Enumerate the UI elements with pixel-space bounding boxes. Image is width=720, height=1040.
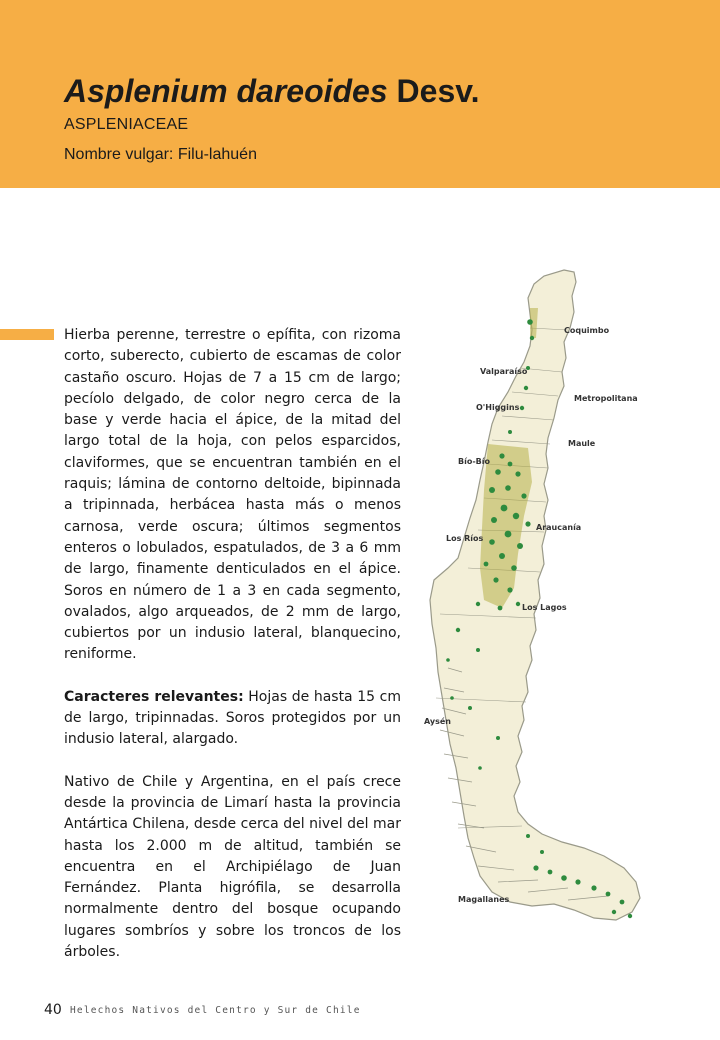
relevant-characters-paragraph: [64, 687, 401, 751]
label-metropolitana: Metropolitana: [574, 394, 638, 403]
header-band: [0, 0, 720, 188]
description-column: [64, 325, 401, 963]
label-ohiggins: O'Higgins: [476, 403, 520, 412]
common-name: Nombre vulgar: Filu-lahuén: [64, 146, 257, 163]
scientific-name: Asplenium dareoides: [64, 73, 388, 109]
label-loslagos: Los Lagos: [522, 603, 567, 612]
chile-outline: [430, 270, 640, 920]
distribution-paragraph: Nativo de Chile y Argentina, en el país crece desde la provincia de Limarí hasta la provincia Antártica Chilena, desde cerca del nivel del mar hasta los 2.000 m de altitud, también se encuentra en el Archipiélago de Juan Fernández. Planta higrófila, se desarrolla normalmente dentro del bosque ocupando lugares sombríos y sobre los troncos de los árboles.: [64, 773, 401, 961]
distribution-map: [418, 268, 658, 938]
label-maule: Maule: [568, 439, 596, 448]
map-land: [430, 270, 640, 920]
family-name: ASPLENIACEAE: [64, 116, 189, 133]
label-aysen: Aysén: [424, 717, 452, 726]
relevant-characters-text: Hojas de hasta 15 cm de largo, tripinnadas. Soros protegidos por un indusio lateral, alargado.: [64, 688, 401, 748]
page-number: 40: [44, 1002, 62, 1018]
section-marker: [0, 329, 54, 340]
label-biobio: Bío-Bío: [458, 457, 490, 466]
description-paragraph: Hierba perenne, terrestre o epífita, con rizoma corto, suberecto, cubierto de escamas de color castaño oscuro. Hojas de 7 a 15 cm de largo; pecíolo delgado, de color negro cerca de la base y verde hacia el ápice, de la mitad del largo total de la hoja, con pelos esparcidos, claviformes, que se encuentran también en el raquis; lámina de contorno deltoide, bipinnada a tripinnada, herbácea hasta más o menos carnosa, verde oscura; últimos segmentos enteros o lobulados, espatulados, de 3 a 6 mm de largo, finamente denticulados en el ápice. Soros en número de 1 a 3 en cada segmento, ovalados, algo arqueados, de 2 mm de largo, cubiertos por un indusio lateral, blanquecino, reniforme.: [64, 327, 401, 663]
label-losrios: Los Ríos: [446, 534, 484, 543]
species-title: [64, 73, 480, 110]
label-valparaiso: Valparaíso: [480, 367, 528, 376]
author-abbreviation: Desv.: [396, 73, 480, 109]
running-footer: Helechos Nativos del Centro y Sur de Chile: [70, 1005, 361, 1016]
label-magallanes: Magallanes: [458, 895, 510, 904]
relevant-characters-label: Caracteres relevantes:: [64, 688, 244, 705]
label-coquimbo: Coquimbo: [564, 326, 610, 335]
label-araucania: Araucanía: [536, 523, 582, 532]
